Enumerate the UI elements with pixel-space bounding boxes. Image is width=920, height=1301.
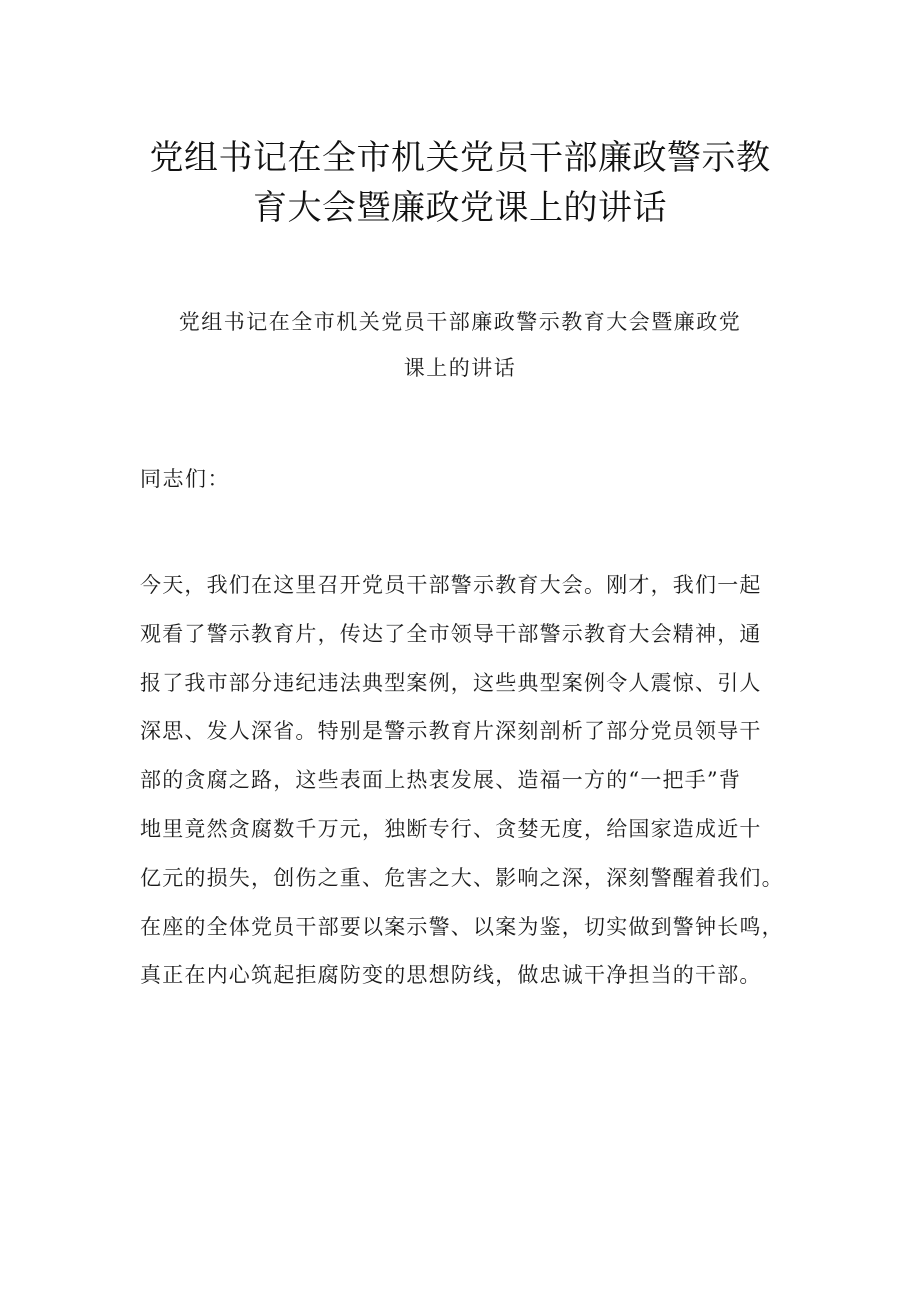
body-line: 今天，我们在这里召开党员干部警示教育大会。刚才，我们一起 <box>140 573 762 597</box>
body-line: 地里竟然贪腐数千万元，独断专行、贪婪无度，给国家造成近十 <box>140 816 762 841</box>
body-line: 亿元的损失，创伤之重、危害之大、影响之深，深刻警醒着我们。 <box>140 865 784 890</box>
document-subtitle-line-1: 党组书记在全市机关党员干部廉政警示教育大会暨廉政党 <box>178 310 742 334</box>
document-title-line-2: 育大会暨廉政党课上的讲话 <box>253 188 667 228</box>
salutation: 同志们： <box>140 467 230 491</box>
body-line: 部的贪腐之路，这些表面上热衷发展、造福一方的“一把手”背 <box>140 768 742 793</box>
document-title-line-1: 党组书记在全市机关党员干部廉政警示教 <box>149 138 771 178</box>
body-line: 在座的全体党员干部要以案示警、以案为鉴，切实做到警钟长鸣， <box>140 914 784 939</box>
document-subtitle-line-2: 课上的讲话 <box>403 356 517 380</box>
body-line: 观看了警示教育片，传达了全市领导干部警示教育大会精神，通 <box>140 621 762 646</box>
body-line: 真正在内心筑起拒腐防变的思想防线，做忠诚干净担当的干部。 <box>140 963 762 988</box>
body-paragraph <box>140 568 800 1007</box>
body-line: 报了我市部分违纪违法典型案例，这些典型案例令人震惊、引人 <box>140 670 762 695</box>
body-line: 深思、发人深省。特别是警示教育片深刻剖析了部分党员领导干 <box>140 719 762 744</box>
